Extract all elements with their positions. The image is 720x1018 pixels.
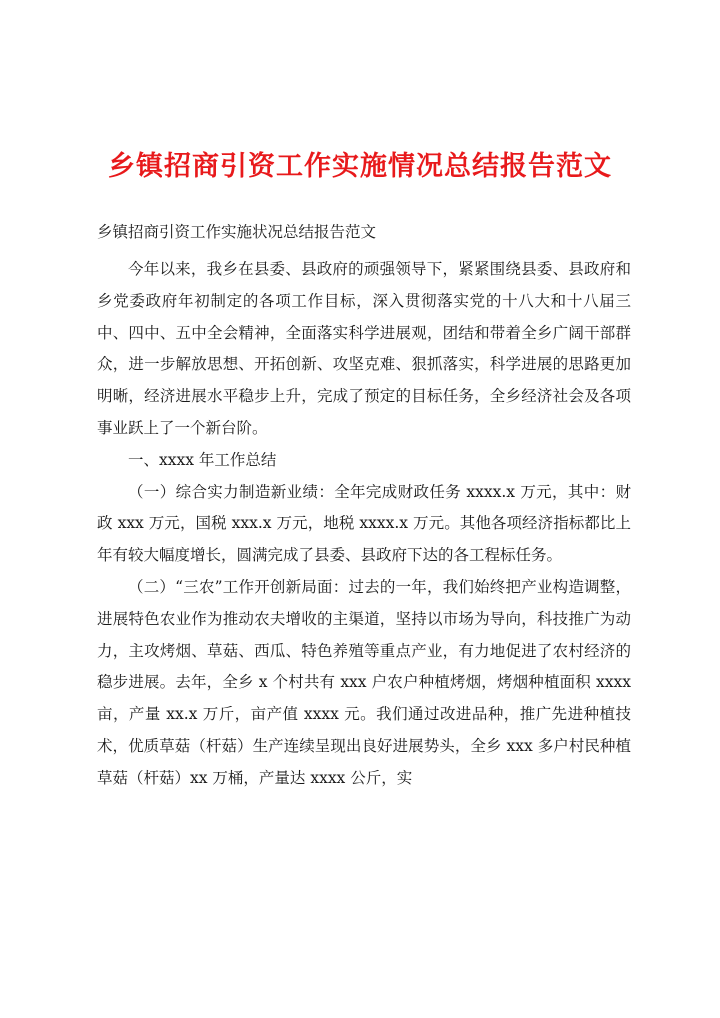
- document-title: 乡镇招商引资工作实施情况总结报告范文: [108, 151, 612, 182]
- document-body: [97, 254, 631, 795]
- paragraph-comprehensive-strength: （一）综合实力制造新业绩：全年完成财政任务 xxxx.x 万元，其中：财政 xxx 万元，国税 xxx.x 万元，地税 xxxx.x 万元。其他各项经济指标都比上年有较大幅度增长，圆满完成了县委、县政府下达的各工程标任务。: [97, 482, 631, 565]
- intro-paragraph: 今年以来，我乡在县委、县政府的顽强领导下，紧紧围绕县委、县政府和乡党委政府年初制定的各项工作目标，深入贯彻落实党的十八大和十八届三中、四中、五中全会精神，全面落实科学进展观，团结和带着全乡广阔干部群众，进一步解放思想、开拓创新、攻坚克难、狠抓落实，科学进展的思路更加明晰，经济进展水平稳步上升，完成了预定的目标任务，全乡经济社会及各项事业跃上了一个新台阶。: [97, 260, 631, 437]
- section-heading: 一、xxxx 年工作总结: [128, 450, 277, 469]
- paragraph-three-rural: （二）“三农”工作开创新局面：过去的一年，我们始终把产业构造调整，进展特色农业作为推动农夫增收的主渠道，坚持以市场为导向，科技推广为动力，主攻烤烟、草菇、西瓜、特色养殖等重点产业，有力地促进了农村经济的稳步进展。去年，全乡 x 个村共有 xxx 户农户种植烤烟，烤烟种植面积 xxxx 亩，产量 xx.x 万斤，亩产值 xxxx 元。我们通过改进品种，推广先进种植技术，优质草菇（杆菇）生产连续呈现出良好进展势头，全乡 xxx 多户村民种植草菇（杆菇）xx 万桶，产量达 xxxx 公斤，实: [97, 577, 631, 787]
- document-subtitle: 乡镇招商引资工作实施状况总结报告范文: [97, 223, 377, 241]
